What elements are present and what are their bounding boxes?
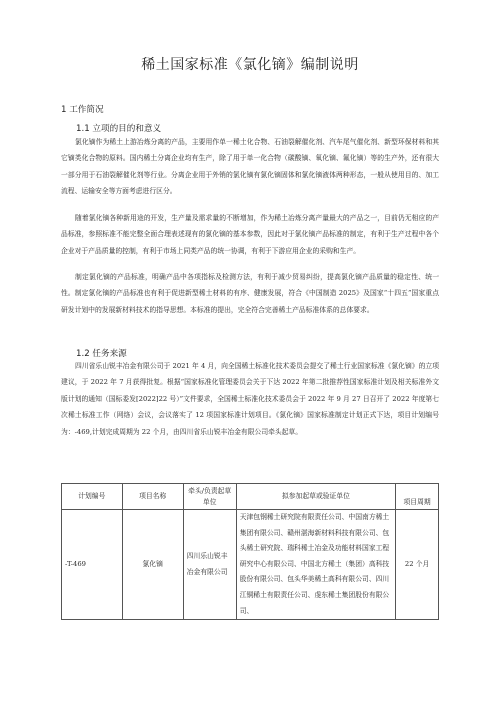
table-row xyxy=(62,510,439,620)
section-heading-work-overview: 1 工作简况 xyxy=(61,105,104,115)
paragraph-purpose-3: 制定氯化镝的产品标准，明确产品中各项指标及检测方法，有利于减少贸易纠纷，提高氯化镝产品质量的稳定性、统一性。制定氯化镝的产品标准也有利于促进新型稀土材料的有序、健康发展，符合《中国制造 2025》及国家“十四五”国家重点研发计划中的发展新材料技术的指导思想。本标准的提出，完全符合完善稀土产品标准体系的总体要求。 xyxy=(61,273,439,314)
document-title: 稀土国家标准《氯化镝》编制说明 xyxy=(141,57,359,73)
section-heading-task-source: 1.2 任务来源 xyxy=(76,349,127,359)
cell-lead-unit: 四川乐山锐丰冶金有限公司 xyxy=(183,510,236,620)
header-plan-no: 计划编号 xyxy=(62,484,123,510)
section-heading-purpose: 1.1 立项的目的和意义 xyxy=(76,124,162,134)
header-participants: 拟参加起草或验证单位 xyxy=(236,484,396,510)
paragraph-task-source: 四川省乐山锐丰冶金有限公司于 2021 年 4 月，向全国稀土标准化技术委员会提交了稀土行业国家标准《氯化镝》的立项建议，于 2022 年 7 月获得批复。根据“国家标准化管理委员会关于下达 2022 年第二批推荐性国家标准计划及相关标准外文版计划的通知（国标委发[2022]22 号）”文件要求，全国稀土标准化技术委员会于 2022 年 9 月 27 日召开了 2022 年度第七次稀土标准工作（网络）会议，会议落实了 12 项国家标准计划项目。《氯化镝》国家标准制定计划正式下达，项目计划编号为：-469,计划完成周期为 22 个月，由四川省乐山锐丰冶金有限公司牵头起草。 xyxy=(61,362,439,436)
paragraph-purpose-2: 随着氯化镝各种新用途的开发，生产量及需求量的不断增加，作为稀土冶炼分离产量最大的产品之一，目前仍无相应的产品标准，参照标准不能完整全面合理表述现有的氯化镝的基本参数，因此对于氯化镝产品标准的制定，有利于生产过程中各个企业对于产品质量的控制，有利于市场上同类产品的统一协调，有利于下游应用企业的采购和生产。 xyxy=(61,214,439,255)
cell-participants: 天津包钢稀土研究院有限责任公司、中国南方稀土集团有限公司、赣州湛海新材料科技有限公司、包头稀土研究院、瑞科稀土冶金及功能材料国家工程研究中心有限公司、中国北方稀土（集团）高科技股份有限公司、包头华美稀土高科有限公司、四川江铜稀土有限责任公司、虔东稀土集团股份有限公司、 xyxy=(236,510,396,620)
cell-project-name: 氯化镝 xyxy=(122,510,183,620)
header-lead-unit: 牵头/负责起草单位 xyxy=(183,484,236,510)
paragraph-purpose-1: 氯化镝作为稀土上游冶炼分离的产品，主要用作单一稀土化合物、石油裂解催化剂、汽车尾气催化剂、新型环保材料和其它镝类化合物的原料。国内稀土分离企业均有生产，除了用于单一化合物（碳酸镝、氧化镝、氟化镝）等的生产外，还有很大一部分用于石油裂解催化剂等行业。分离企业用于外销的氯化镝有氯化镝固体和氯化镝液体两种形态，一般从使用目的、加工流程、运输安全等方面考虑进行区分。 xyxy=(61,138,439,196)
cell-period: 22 个月 xyxy=(396,510,439,620)
header-period: 项目周期 xyxy=(396,484,439,510)
header-project-name: 项目名称 xyxy=(122,484,183,510)
cell-plan-no: -T-469 xyxy=(62,510,123,620)
plan-table xyxy=(61,483,439,620)
table-header-row xyxy=(62,484,439,510)
